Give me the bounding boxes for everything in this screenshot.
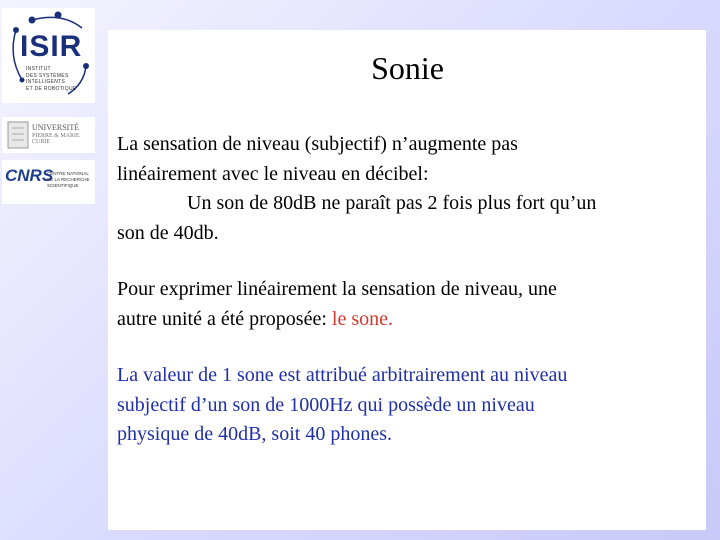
p3-line-2: subjectif d’un son de 1000Hz qui possède un niveau bbox=[117, 393, 535, 416]
cnrs-subtitle: CENTRE NATIONAL DE LA RECHERCHE SCIENTIFIQUE bbox=[47, 171, 90, 188]
paragraph-3 bbox=[117, 361, 697, 450]
p2-line-2 bbox=[117, 305, 697, 335]
isir-logo bbox=[2, 8, 95, 103]
cnrs-logo bbox=[2, 160, 95, 204]
p1-line-4: son de 40db. bbox=[117, 221, 219, 244]
cnrs-wordmark: CNRS bbox=[5, 166, 54, 185]
upmc-emblem-icon bbox=[4, 118, 32, 152]
upmc-line2: PIERRE & MARIE CURIE bbox=[32, 133, 80, 145]
upmc-line1: UNIVERSITÉ bbox=[32, 123, 80, 132]
sone-highlight: le sone. bbox=[331, 307, 393, 330]
upmc-logo bbox=[2, 117, 95, 153]
p1-line-1: La sensation de niveau (subjectif) n’augmente pas bbox=[117, 133, 518, 155]
p1-line-2: linéairement avec le niveau en décibel: bbox=[117, 162, 429, 185]
p2-line-1: Pour exprimer linéairement la sensation de niveau, une bbox=[117, 278, 557, 300]
isir-subtitle: INSTITUT DES SYSTÈMES INTELLIGENTS ET DE ROBOTIQUE bbox=[26, 66, 77, 92]
paragraph-2 bbox=[117, 275, 697, 334]
p3-line-3: physique de 40dB, soit 40 phones. bbox=[117, 423, 392, 445]
paragraph-1 bbox=[117, 130, 697, 248]
p2-line-2-text: autre unité a été proposée: bbox=[117, 307, 332, 330]
slide-title: Sonie bbox=[371, 50, 444, 86]
isir-wordmark: ISIR bbox=[20, 30, 83, 63]
p3-line-1: La valeur de 1 sone est attribué arbitrairement au niveau bbox=[117, 364, 568, 386]
slide-content bbox=[108, 30, 706, 530]
p1-line-3: Un son de 80dB ne paraît pas 2 fois plus fort qu’un bbox=[187, 192, 597, 214]
